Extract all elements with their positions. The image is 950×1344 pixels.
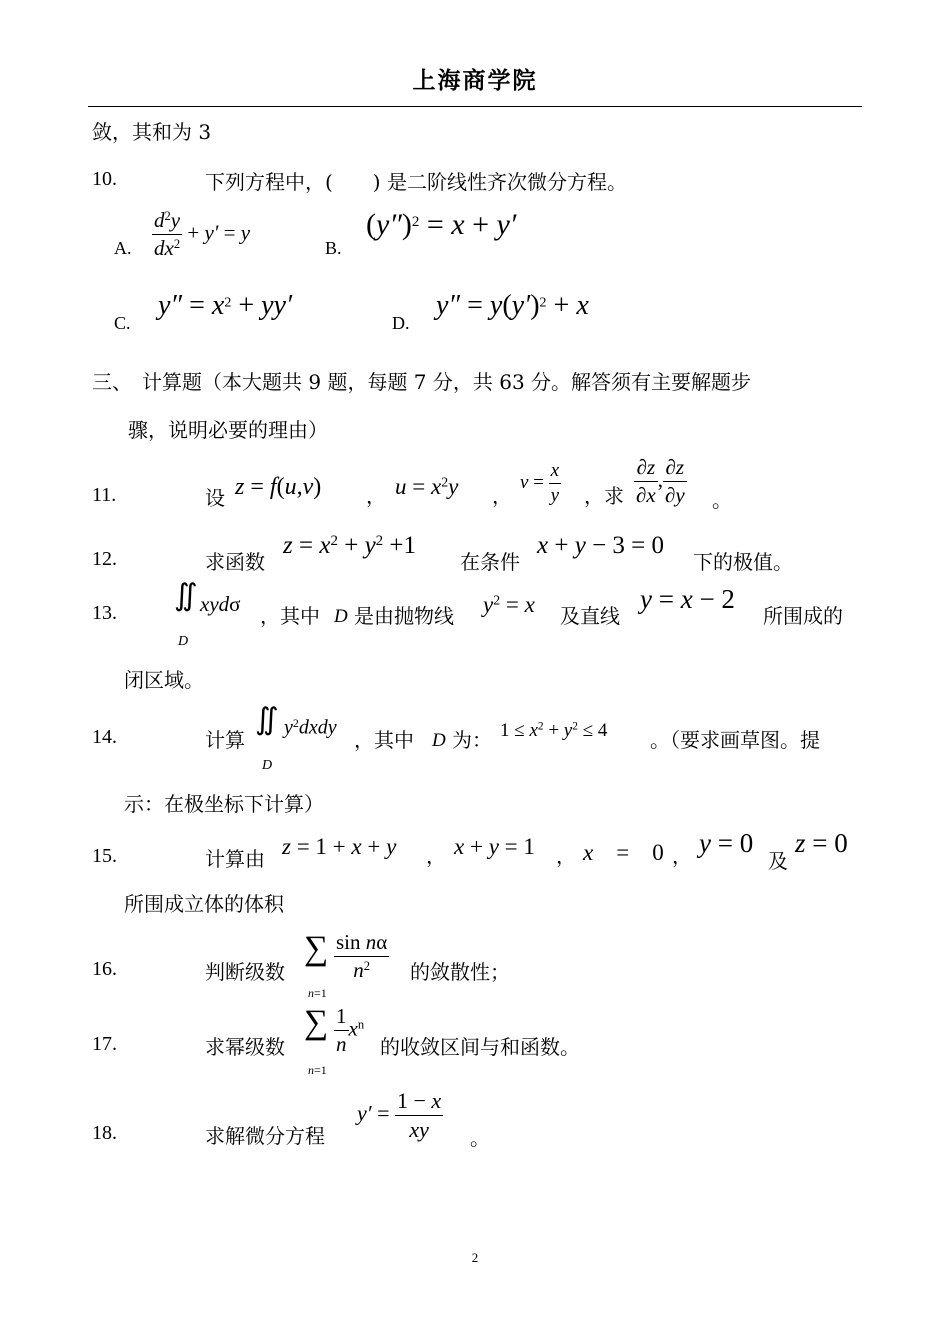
q14-integrand: $y^2dxdy$ — [284, 716, 337, 739]
q14-double-integral-sign: ∬ — [255, 703, 279, 736]
q11-t3: ， — [492, 484, 512, 508]
q11-t1: 设 — [205, 486, 225, 510]
q11-t2: ， — [366, 484, 386, 508]
header-rule — [88, 106, 862, 107]
q14-region-d: D — [432, 730, 446, 751]
q15-t4: ， — [672, 844, 692, 868]
q15-plane2-formula: x = 0 — [583, 840, 664, 865]
q17-sum-index: n=1 — [308, 1063, 327, 1077]
q13-region-subscript: D — [178, 634, 189, 649]
q17-sum-sign: ∑ — [304, 1004, 329, 1041]
q15-t5: 及 — [768, 849, 788, 873]
q13-integrand: xydσ — [200, 592, 241, 616]
q16-sum-sign: ∑ — [304, 930, 329, 967]
q12-t1: 求函数 — [205, 550, 265, 574]
q15-t2: ， — [426, 844, 446, 868]
q15-cont: 所围成立体的体积 — [124, 892, 284, 916]
q12-condition-formula: x + y − 3 = 0 — [537, 532, 665, 559]
q10-option-c-label: C. — [114, 313, 131, 333]
q16-t1: 判断级数 — [205, 960, 285, 984]
q14-region-formula: $1 \le x^2 + y^2 \le 4$ — [500, 720, 608, 741]
q13-t2: 是由抛物线 — [354, 604, 454, 628]
q10-option-b-formula: $(y'')^2 = x + y'$ — [366, 208, 517, 241]
q17-series-term: $\frac{1}{n}$ $x^n$ — [336, 1004, 365, 1056]
q14-t3: 为： — [452, 728, 492, 752]
section3-title: 三、 计算题（本大题共 9 题，每题 7 分，共 63 分。解答须有主要解题步 — [92, 370, 752, 394]
q18-t1: 求解微分方程 — [205, 1124, 325, 1148]
section3-title-cont: 骤，说明必要的理由） — [128, 418, 328, 442]
q10-text: 下列方程中，( ) 是二阶线性齐次微分方程。 — [205, 170, 627, 194]
q15-surface-formula: z = 1 + x + y — [282, 834, 397, 859]
q10-option-d-label: D. — [392, 313, 410, 333]
q10-option-a-label: A. — [114, 238, 132, 258]
q13-parabola-formula: $y^2 = x$ — [483, 592, 535, 617]
q14-region-subscript: D — [262, 758, 273, 773]
q11-number: 11. — [92, 484, 117, 506]
q13-line-formula: y = x − 2 — [640, 584, 735, 614]
q14-t4: 。（要求画草图。提 — [650, 728, 820, 752]
q14-cont: 示：在极坐标下计算） — [124, 792, 324, 816]
q13-number: 13. — [92, 602, 117, 624]
q14-t2: ，其中 — [354, 728, 414, 752]
q18-t2: 。 — [470, 1126, 490, 1150]
q11-partial-derivatives: $\frac{\partial z}{\partial x}$ , $\frac{\partial z}{\partial y}$ — [636, 455, 685, 507]
q11-u-formula: $u = x^2y$ — [395, 474, 459, 499]
q14-t1: 计算 — [205, 728, 245, 752]
q18-number: 18. — [92, 1122, 117, 1144]
q13-t4: 所围成的 — [763, 604, 843, 628]
school-header: 上海商学院 — [412, 68, 538, 94]
q10-number: 10. — [92, 168, 117, 190]
q18-ode-formula: y′ = $\frac{1 - x}{xy}$ — [357, 1088, 442, 1142]
q13-cont: 闭区域。 — [124, 668, 204, 692]
q10-option-c-formula: $y'' = x^2 + yy'$ — [158, 290, 293, 321]
q11-t5: 。 — [712, 488, 732, 512]
q15-plane3-formula: y = 0 — [699, 828, 754, 858]
q13-double-integral-sign: ∬ — [174, 579, 198, 612]
q16-series-term: $\frac{\text{sin nα}}{n^2}$ — [336, 930, 388, 982]
q11-z-formula: z = f(u,v) — [235, 474, 322, 500]
q13-t1: ，其中 — [260, 604, 320, 628]
q15-t1: 计算由 — [205, 847, 265, 871]
q15-number: 15. — [92, 845, 117, 867]
q16-sum-index: n=1 — [308, 986, 327, 1000]
q10-option-a-formula: $\frac{d^2y}{dx^2}$ + y′ = y — [154, 208, 251, 260]
q13-t3: 及直线 — [560, 604, 620, 628]
page-number: 2 — [471, 1250, 479, 1265]
q17-number: 17. — [92, 1033, 117, 1055]
carryover-text: 敛，其和为 3 — [92, 120, 212, 144]
q13-region-d: D — [334, 606, 348, 627]
q12-number: 12. — [92, 548, 117, 570]
q11-t4: ，求 — [584, 484, 624, 508]
q12-t2: 在条件 — [460, 550, 520, 574]
q10-option-d-formula: $y'' = y(y')^2 + x$ — [436, 290, 589, 321]
q12-t3: 下的极值。 — [693, 550, 793, 574]
q14-number: 14. — [92, 726, 117, 748]
q15-plane4-formula: z = 0 — [795, 828, 848, 858]
q12-function-formula: $z = x^2 + y^2 +1$ — [283, 532, 417, 559]
q16-t2: 的敛散性； — [410, 960, 510, 984]
q15-t3: ， — [556, 844, 576, 868]
q17-t1: 求幂级数 — [205, 1035, 285, 1059]
q10-option-b-label: B. — [325, 238, 342, 258]
q16-number: 16. — [92, 958, 117, 980]
q11-v-formula: v = $\frac{x}{y}$ — [520, 460, 560, 506]
q15-plane1-formula: x + y = 1 — [454, 834, 535, 859]
q17-t2: 的收敛区间与和函数。 — [380, 1035, 580, 1059]
